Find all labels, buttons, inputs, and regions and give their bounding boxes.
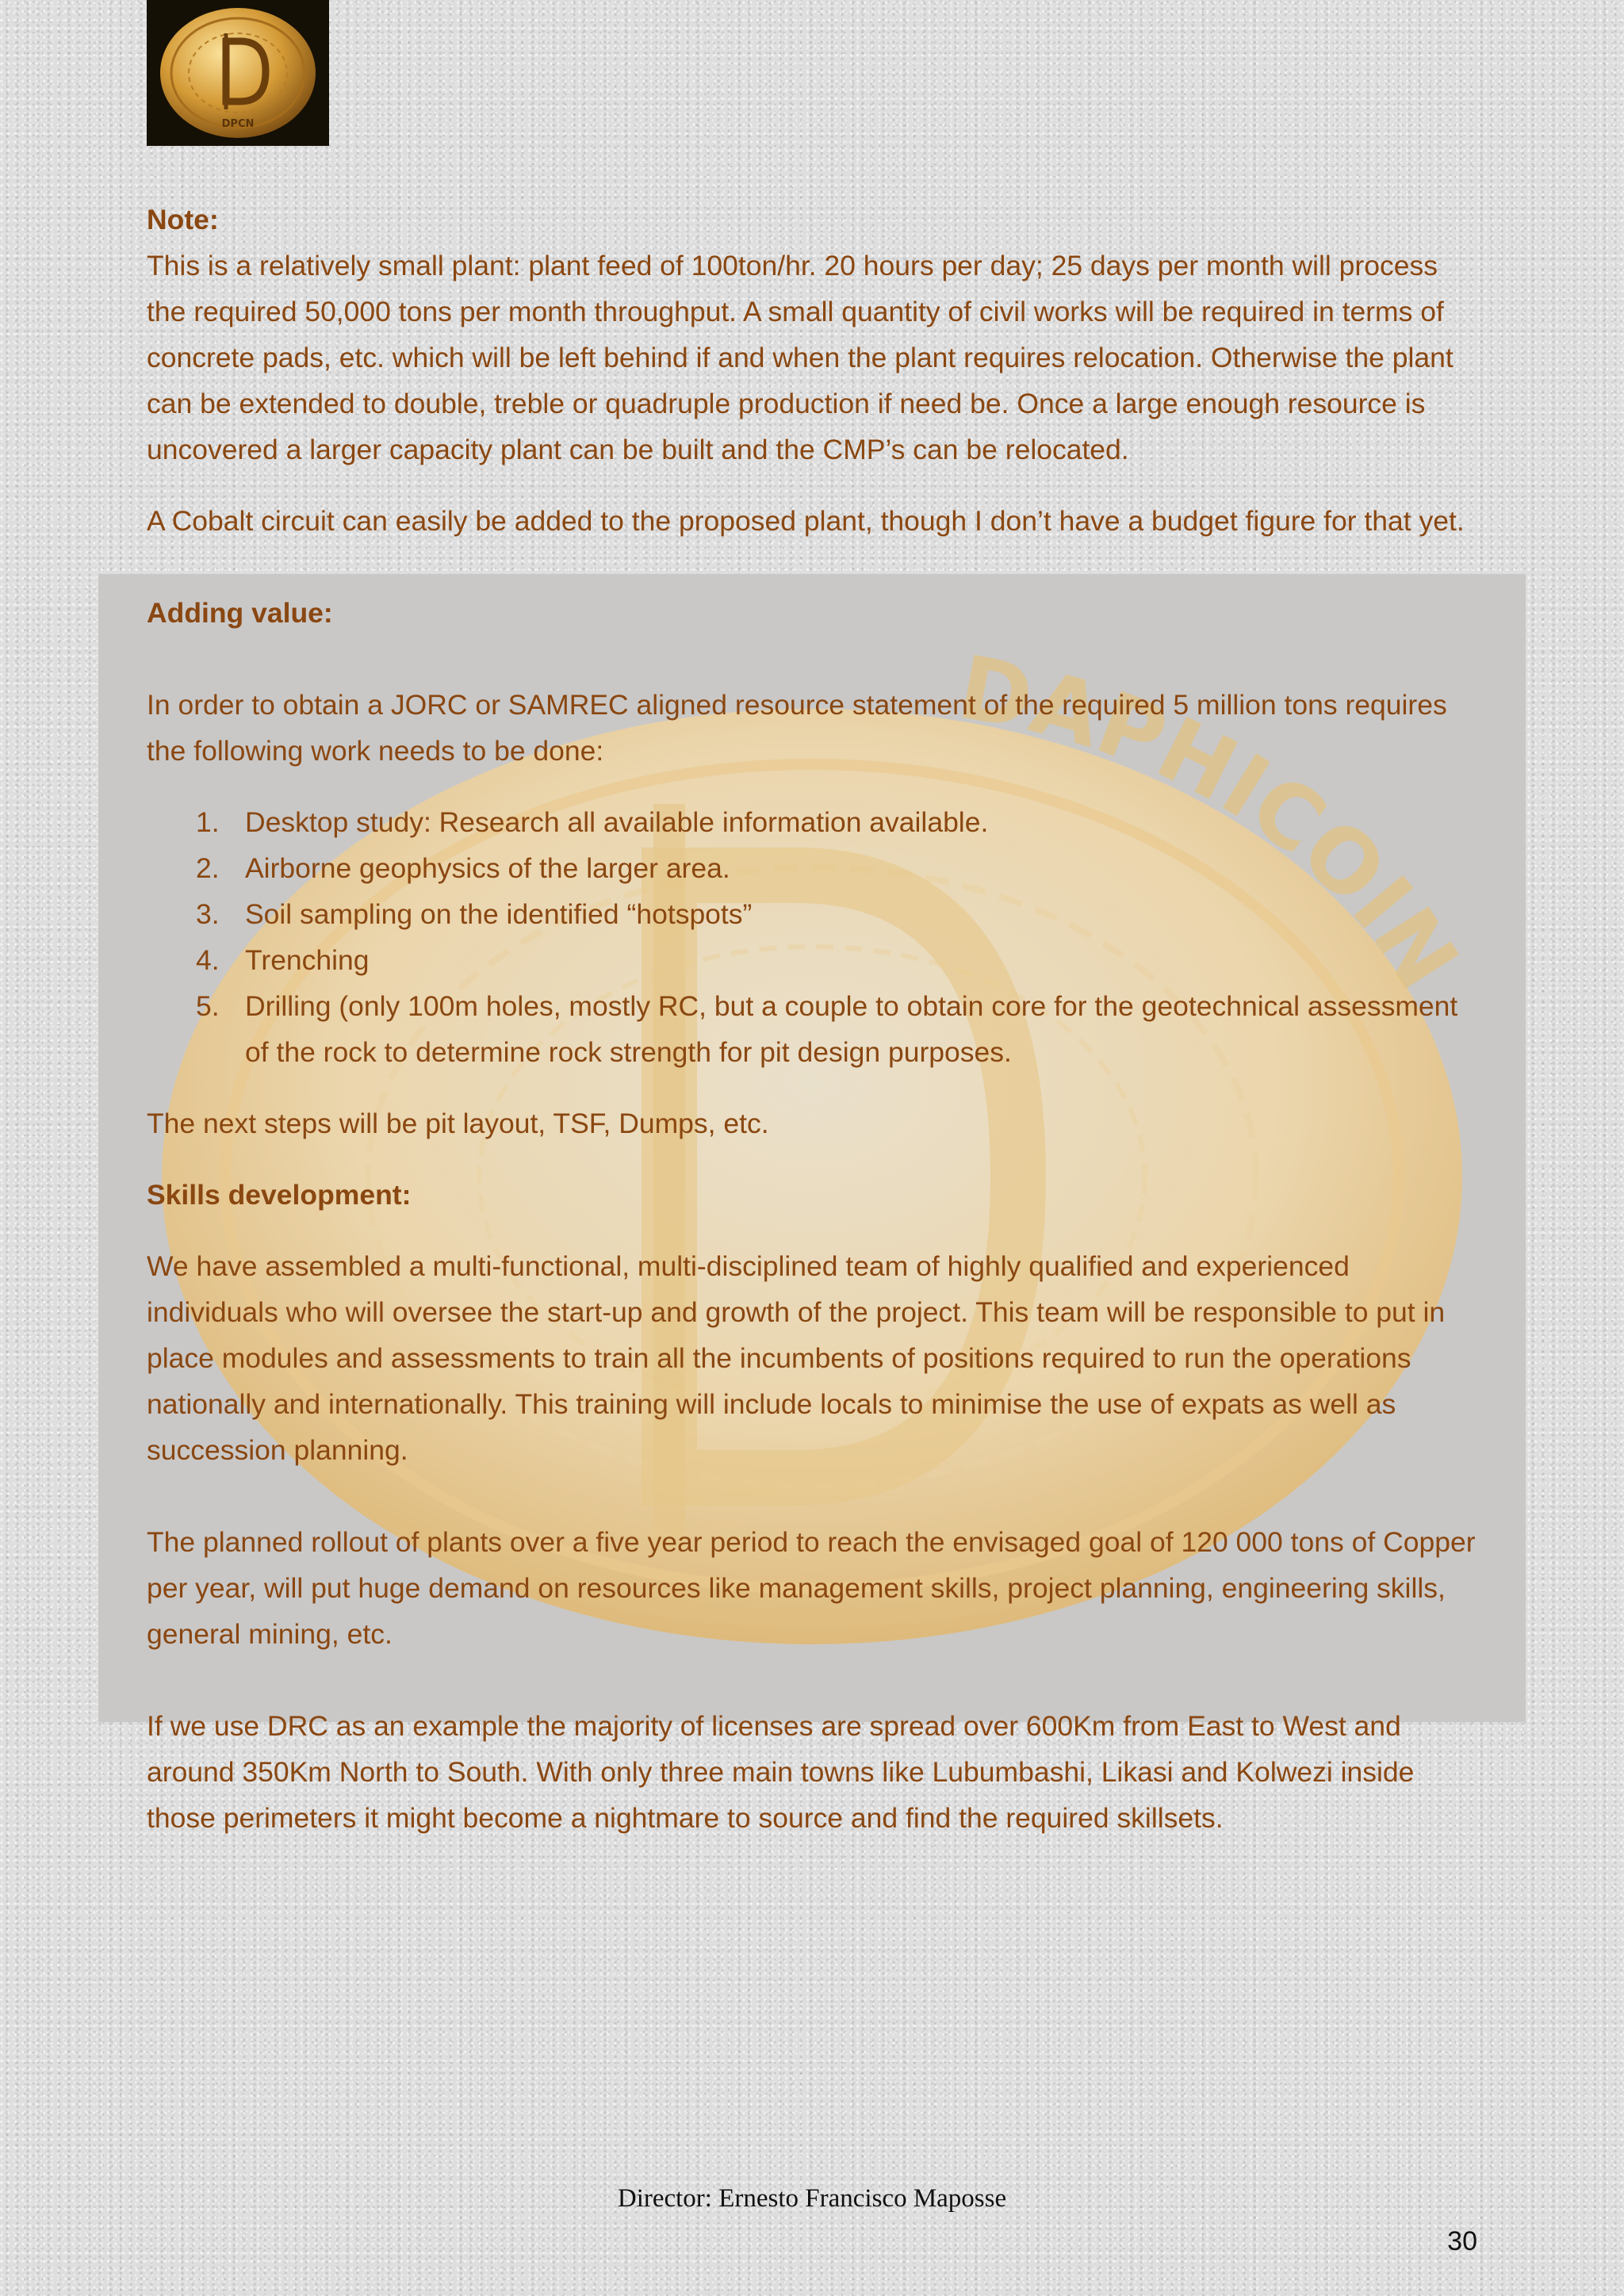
list-text: Trenching	[245, 944, 370, 976]
company-logo	[147, 0, 329, 146]
page-content	[147, 197, 1479, 1841]
page-number: 30	[1447, 2226, 1477, 2256]
cobalt-paragraph: A Cobalt circuit can easily be added to the proposed plant, though I don’t have a budget figure for that yet.	[147, 505, 1465, 537]
list-number: 4.	[196, 944, 220, 976]
adding-value-intro: In order to obtain a JORC or SAMREC aligned resource statement of the required 5 million tons requires the following work needs to be done:	[147, 689, 1447, 767]
list-item	[147, 937, 1479, 983]
list-item	[147, 845, 1479, 891]
next-steps-paragraph: The next steps will be pit layout, TSF, Dumps, etc.	[147, 1108, 769, 1139]
list-item	[147, 983, 1479, 1075]
list-text: Desktop study: Research all available information available.	[245, 806, 989, 838]
footer-director: Director: Ernesto Francisco Maposse	[617, 2184, 1007, 2213]
list-number: 1.	[196, 806, 220, 838]
list-text: Soil sampling on the identified “hotspots”	[245, 898, 753, 930]
skills-heading: Skills development:	[147, 1179, 412, 1211]
watermark-text: DAPHICOIN	[951, 636, 1478, 1007]
list-number: 5.	[196, 990, 220, 1022]
adding-value-heading: Adding value:	[147, 597, 333, 629]
skills-paragraph-1: We have assembled a multi-functional, multi-disciplined team of highly qualified and experienced individuals who will oversee the start-up and growth of the project. This team will be responsible to put in place modules and assessments to train all the incumbents of positions required to run the operations nationally and internationally. This training will include locals to minimise the use of expats as well as succession planning.	[147, 1250, 1446, 1466]
list-number: 2.	[196, 852, 220, 884]
work-steps-list	[147, 799, 1479, 1075]
logo-text: DPCN	[221, 118, 255, 130]
skills-paragraph-3: If we use DRC as an example the majority of licenses are spread over 600Km from East to West and around 350Km North to South. With only three main towns like Lubumbashi, Likasi and Kolwezi inside those perimeters it might become a nightmare to source and find the required skillsets.	[147, 1710, 1415, 1834]
list-number: 3.	[196, 898, 220, 930]
skills-paragraph-2: The planned rollout of plants over a five year period to reach the envisaged goal of 120 000 tons of Copper per year, will put huge demand on resources like management skills, project planning, engineering skills, general mining, etc.	[147, 1526, 1476, 1650]
list-text: Airborne geophysics of the larger area.	[245, 852, 730, 884]
list-item	[147, 799, 1479, 845]
list-item	[147, 891, 1479, 937]
note-heading: Note:	[147, 204, 219, 235]
note-paragraph: This is a relatively small plant: plant feed of 100ton/hr. 20 hours per day; 25 days per month will process the required 50,000 tons per month throughput. A small quantity of civil works will be required in terms of concrete pads, etc. which will be left behind if and when the plant requires relocation. Otherwise the plant can be extended to double, treble or quadruple production if need be. Once a large enough resource is uncovered a larger capacity plant can be built and the CMP’s can be relocated.	[147, 250, 1454, 465]
list-text: Drilling (only 100m holes, mostly RC, but a couple to obtain core for the geotechnical assessment of the rock to determine rock strength for pit design purposes.	[245, 990, 1458, 1068]
